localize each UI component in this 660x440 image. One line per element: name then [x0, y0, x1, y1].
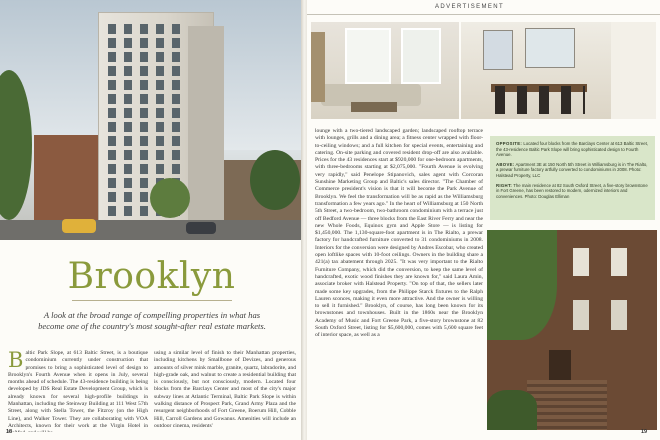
tower-window — [140, 192, 148, 202]
framed-map — [525, 28, 575, 68]
tower-window — [108, 94, 116, 104]
tower-window — [108, 24, 116, 34]
dining-room-photo — [461, 22, 656, 119]
tower-window — [172, 66, 180, 76]
tower-window — [140, 52, 148, 62]
tower-window — [124, 178, 132, 188]
caption-above-key: ABOVE: — [496, 161, 515, 167]
photo-captions — [490, 136, 655, 220]
tower-window — [108, 136, 116, 146]
tower-window — [156, 122, 164, 132]
article-deck: A look at the broad range of compelling properties in what has become one of the country's most sought-after real estate markets. — [38, 310, 266, 331]
caption-opposite-key: OPPOSITE: — [496, 141, 523, 146]
tower-window — [108, 150, 116, 160]
advertisement-label: ADVERTISEMENT — [435, 4, 505, 10]
tower-window — [108, 164, 116, 174]
page-number-left: 18 — [6, 429, 13, 435]
title-divider — [72, 300, 232, 301]
brownstone-photo — [487, 230, 657, 430]
tower-window — [108, 66, 116, 76]
tower-window — [172, 108, 180, 118]
tower-window — [108, 178, 116, 188]
tower-window — [140, 164, 148, 174]
taxi — [62, 219, 96, 233]
tower-window — [156, 150, 164, 160]
body-text-2: using a similar level of finish to their Manhattan properties, including kitchens by Smallbone of Devizes, and generous amounts of silver mink marble, granite, quartz, labradorite, and high-grade oak, and walnut to create a residential building that is consciously, but not consciously, modern. Located four blocks from the Barclays Center and most of the city's major subway lines at Atlantic Terminal, Baltic Park Slope is within walking distance of Prospect Park, Grand Army Plaza and the resurgent neighborhoods of Fort Greene, Boerum Hill, Cobble Hill, Carroll Gardens and Gowanus. Amenities will include an outdoor cinema, residents' — [154, 350, 296, 429]
right-page — [307, 0, 660, 440]
body-column-1 — [8, 350, 148, 432]
window — [401, 28, 441, 84]
shrubs — [487, 390, 537, 430]
tower-window — [140, 206, 148, 216]
caption-right — [496, 183, 649, 200]
tower-window — [156, 80, 164, 90]
tower-window — [108, 206, 116, 216]
tower-window — [124, 150, 132, 160]
tower-window — [124, 24, 132, 34]
street — [0, 220, 303, 240]
doorway — [611, 22, 656, 119]
coffee-table — [351, 102, 397, 112]
article-title: Brooklyn — [67, 256, 236, 297]
tower-window — [124, 136, 132, 146]
tower-window — [156, 136, 164, 146]
tower-window — [124, 206, 132, 216]
tower-window — [124, 94, 132, 104]
caption-right-key: RIGHT: — [496, 182, 513, 188]
tower-window — [108, 192, 116, 202]
tower-window — [140, 38, 148, 48]
tower-window — [140, 66, 148, 76]
tower-window — [124, 108, 132, 118]
tree-right — [250, 150, 300, 210]
tower-window — [140, 24, 148, 34]
tower-window — [140, 80, 148, 90]
drop-cap: B — [8, 350, 24, 372]
tower-window — [124, 122, 132, 132]
tower-window — [124, 66, 132, 76]
tower-window — [124, 80, 132, 90]
body-column-2 — [154, 350, 296, 432]
tree-canopy — [487, 230, 557, 340]
window — [573, 300, 589, 330]
living-room-photo — [311, 22, 459, 119]
tower-window — [156, 52, 164, 62]
body-text-1: altic Park Slope, at 613 Baltic Street, is a boutique condominium currently under construction that promises to bring a sophisticated level of design to Brooklyn's Fourth Avenue when it opens in July, several months ahead of schedule. The 43-residence building is being developed by JDS Real Estate Development Group, which is already known for several high-profile buildings in Manhattan, including the Steinway Building at 111 West 57th Street, along with Stella Tower, the Fitzroy (on the High Line), and Walker Tower. They are collaborating with VOA Architects, known for their work at the Virgin Hotel in — [8, 350, 148, 429]
header-rule — [307, 14, 660, 15]
tower-window — [140, 136, 148, 146]
window — [611, 300, 627, 330]
tower-window — [140, 94, 148, 104]
tower-window — [156, 108, 164, 118]
caption-above-text: Apartment 3E at 150 North 5th Street in Williamsburg is in The Rialto, a prewar furniture factory artfully converted to condominiums in 2008. Photo: Halstead Property, LLC — [496, 161, 648, 178]
tower-window — [124, 38, 132, 48]
tower-window — [108, 122, 116, 132]
caption-opposite — [496, 141, 649, 158]
body-text-3: lounge with a two-tiered landscaped garden; landscaped rooftop terrace with lounges, grills and a dining area; a fitness center wrapped with floor-to-ceiling windows; and a full kitchen for special events, entertaining and catering. On-site parking and covered resident drop-off are also available. Prices for the 43 residences start at $920,000 for one-bedroom apartments, with three-bedrooms starting at $2,075,000. "Fourth Avenue is evolving very rapidly," said Penelope Stipanovich, sales agent with Corcoran Sunshine Marketing Group and Baltic's sales director. "The Chamber of Commerce president's vision is that it will become the Park Avenue of Brooklyn. We feel the transformation will be as rapid as the Williamsburg transformation a few years ago." In the heart of Williamsburg at 150 North 5th Street, a two-bedroom, two-bathroom condominium with a terrace just off Bedford Avenue — three blocks from the East River Ferry and near the new Whole Foods, Equinox gym and Apple Store — is listing for $1,450,000. The 1,130-square-foot apartment is in The Rialto, a prewar factory for handcrafted furniture converted to 31 condominiums in 2008. Interiors for the conversion were designed by Andres Escobar, who created open loftlike spaces with 10-foot ceilings. Owners in the building share a 421(a) tax abatement through 2025. "It was very important to the Rialto Furniture Company, which did the conversion, to keep the same level of handcrafted, exotic wood finishes they are known for," said Laura Amin, associate broker with Halstead Property. "On top of that, the sellers later made some key upgrades, from the Philippe Starck fixtures to the Ralph Lauren sconces, making it even more attractive. And the owner is willing to sell it furnished." Brooklyn, of course, has long been known for its brownstones and townhouses. Built in the 1860s near the Brooklyn Academy of Music and Fort Greene Park, a five-story brownstone at 82 South Oxford Street, listing for $5,600,000, comes with 5,600 square feet of interior space, as well as a — [315, 128, 483, 339]
body-column-3 — [315, 128, 483, 434]
car — [186, 222, 216, 234]
tower-window — [172, 80, 180, 90]
window — [345, 28, 391, 84]
page-number-right: 19 — [641, 429, 648, 435]
tower-window — [108, 38, 116, 48]
tree-street — [150, 178, 190, 218]
building-photo — [0, 0, 303, 240]
tower-window — [108, 108, 116, 118]
tower-window — [172, 122, 180, 132]
tower-window — [140, 178, 148, 188]
window — [611, 248, 627, 276]
tower-window — [124, 52, 132, 62]
window — [573, 248, 589, 276]
stoop — [527, 380, 607, 430]
caption-opposite-text: Located four blocks from the Barclays Center at 613 Baltic Street, the 43-residence Baltic Park Slope will bring sophisticated design to Fourth Avenue. — [496, 141, 648, 158]
caption-right-text: The main residence at 82 South Oxford Street, a five-story brownstone in Fort Greene, has been restored to modern, odernized interiors and conveniences. Photo: Douglas Elliman — [496, 182, 648, 199]
left-page — [0, 0, 303, 440]
tower-window — [140, 108, 148, 118]
tower-window — [140, 150, 148, 160]
tower-window — [172, 38, 180, 48]
tower-window — [124, 192, 132, 202]
tower-window — [108, 80, 116, 90]
shelf — [311, 32, 325, 102]
tower-window — [172, 24, 180, 34]
tower-window — [172, 136, 180, 146]
tower-window — [140, 122, 148, 132]
brick-building-left — [34, 135, 100, 225]
caption-above — [496, 162, 649, 179]
tower-window — [172, 150, 180, 160]
advertisement-header — [307, 0, 660, 20]
tower-window — [156, 24, 164, 34]
tower-window — [108, 52, 116, 62]
tower-window — [156, 38, 164, 48]
condominium-tower-side — [188, 26, 224, 224]
chairs — [495, 86, 585, 114]
tower-window — [172, 94, 180, 104]
tower-window — [172, 164, 180, 174]
tower-window — [156, 66, 164, 76]
tower-window — [172, 52, 180, 62]
tower-window — [124, 164, 132, 174]
framed-art — [483, 30, 513, 70]
tower-window — [156, 164, 164, 174]
tower-window — [156, 94, 164, 104]
